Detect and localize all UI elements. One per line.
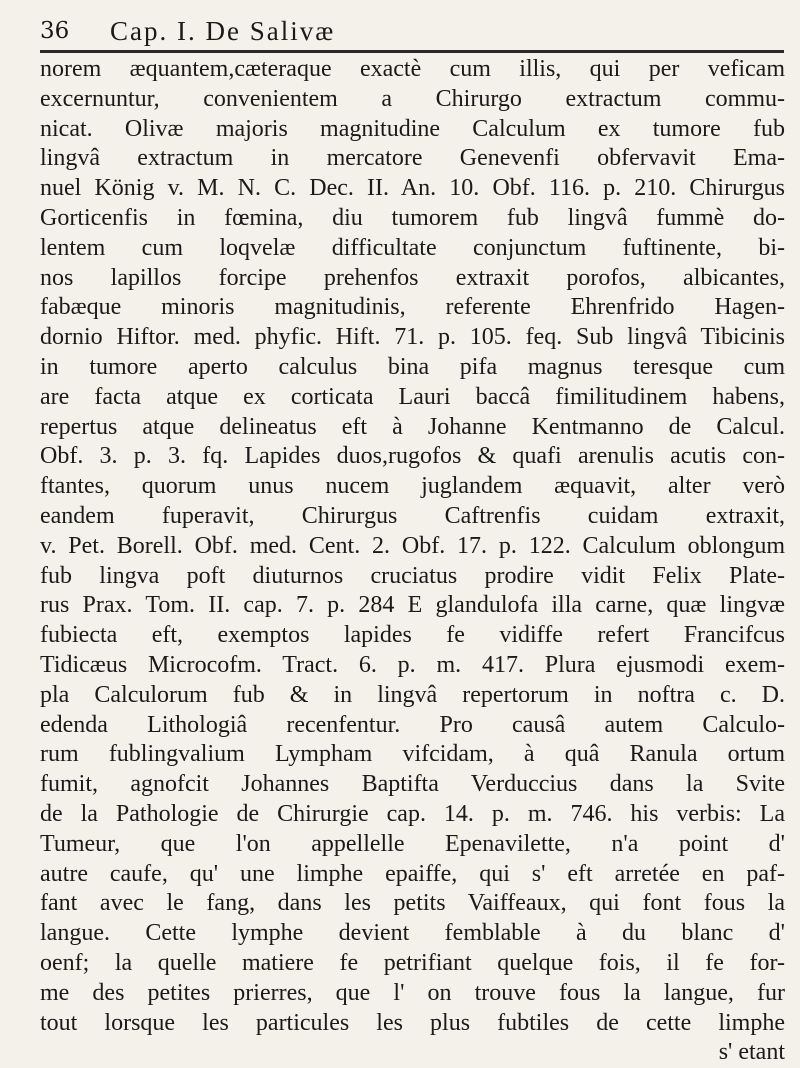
text-line: v. Pet. Borell. Obf. med. Cent. 2. Obf. 17. p. 122. Calculum oblongum [40, 532, 785, 559]
text-line: rus Prax. Tom. II. cap. 7. p. 284 E glandulofa illa carne, quæ lingvæ [40, 592, 785, 619]
running-head: Cap. I. De Salivæ [110, 16, 336, 46]
text-line: langue. Cette lymphe devient femblable à du blanc d' [40, 920, 785, 947]
catchword: s' etant [718, 1039, 785, 1066]
text-line: de la Pathologie de Chirurgie cap. 14. p. m. 746. his verbis: La [40, 800, 785, 827]
text-line: tout lorsque les particules les plus fubtiles de cette limphe [40, 1009, 785, 1036]
text-line: ftantes, quorum unus nucem juglandem æquavit, alter verò [40, 473, 785, 500]
text-line: autre caufe, qu' une limphe epaiffe, qui s' eft arretée en paf- [40, 860, 785, 887]
text-line: edenda Lithologiâ recenfentur. Pro causâ autem Calculo- [40, 711, 785, 738]
text-line: nuel König v. M. N. C. Dec. II. An. 10. Obf. 116. p. 210. Chirurgus [40, 175, 785, 202]
text-line: fub lingva poft diuturnos cruciatus prodire vidit Felix Plate- [40, 562, 785, 589]
text-line: fabæque minoris magnitudinis, referente Ehrenfrido Hagen- [40, 294, 785, 321]
text-line: repertus atque delineatus eft à Johanne Kentmanno de Calcul. [40, 413, 785, 440]
text-line: pla Calculorum fub & in lingvâ repertorum in noftra c. D. [40, 681, 785, 708]
text-line: excernuntur, convenientem a Chirurgo extractum commu- [40, 85, 785, 112]
text-line: dornio Hiftor. med. phyfic. Hift. 71. p. 105. feq. Sub lingvâ Tibicinis [40, 324, 785, 351]
text-line: are facta atque ex corticata Lauri baccâ fimilitudinem habens, [40, 383, 785, 410]
text-line: eandem fuperavit, Chirurgus Caftrenfis cuidam extraxit, [40, 502, 785, 529]
text-line: norem æquantem,cæteraque exactè cum illis, qui per veficam [40, 56, 785, 82]
page-header [40, 10, 785, 48]
body-text [40, 55, 785, 1068]
text-line: Obf. 3. p. 3. fq. Lapides duos,rugofos & quafi arenulis acutis con- [40, 443, 785, 470]
text-line: rum fublingvalium Lympham vifcidam, à quâ Ranula ortum [40, 741, 785, 768]
text-line: in tumore aperto calculus bina pifa magnus teresque cum [40, 353, 785, 380]
text-line: me des petites prierres, que l' on trouve fous la langue, fur [40, 979, 785, 1006]
text-line: Tidicæus Microcofm. Tract. 6. p. m. 417. Plura ejusmodi exem- [40, 651, 785, 678]
header-rule [40, 50, 784, 53]
text-line: Gorticenfis in fœmina, diu tumorem fub lingvâ fummè do- [40, 204, 785, 231]
page-number: 36 [40, 18, 70, 44]
text-line: fant avec le fang, dans les petits Vaiffeaux, qui font fous la [40, 890, 785, 917]
text-line: lingvâ extractum in mercatore Genevenfi obfervavit Ema- [40, 145, 785, 172]
text-line: fumit, agnofcit Johannes Baptifta Verduccius dans la Svite [40, 771, 785, 798]
text-line: nos lapillos forcipe prehenfos extraxit porofos, albicantes, [40, 264, 785, 291]
text-line: fubiecta eft, exemptos lapides fe vidiffe refert Francifcus [40, 622, 785, 649]
text-line: nicat. Olivæ majoris magnitudine Calculum ex tumore fub [40, 115, 785, 142]
text-line: oenf; la quelle matiere fe petrifiant quelque fois, il fe for- [40, 949, 785, 976]
text-line: lentem cum loqvelæ difficultate conjunctum fuftinente, bi- [40, 234, 785, 261]
text-line: Tumeur, que l'on appellelle Epenavilette, n'a point d' [40, 830, 785, 857]
